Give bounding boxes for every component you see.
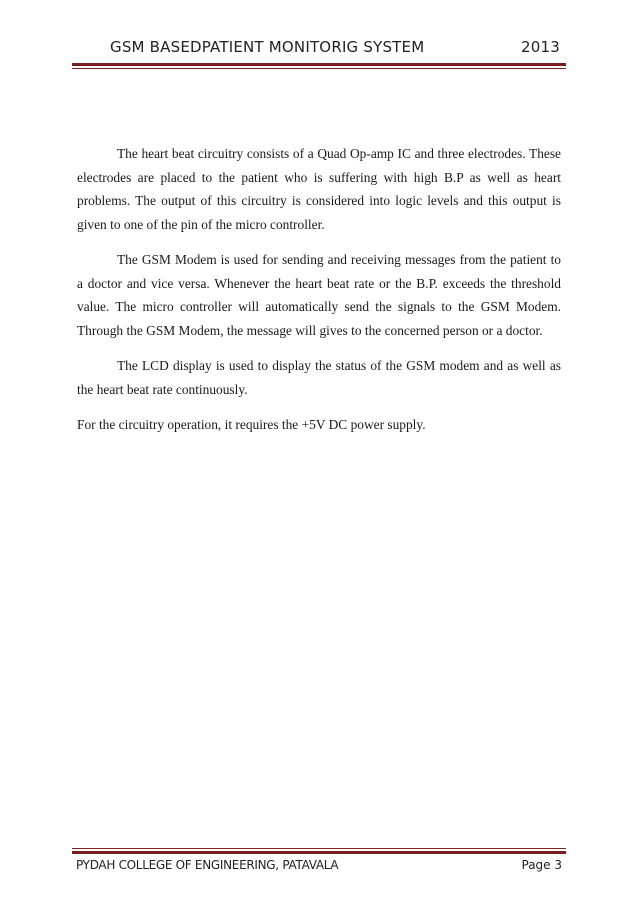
footer-rule-thin <box>72 848 566 849</box>
paragraph-heart-beat: The heart beat circuitry consists of a Quad Op-amp IC and three electrodes. These electrodes are placed to the patient who is suffering with high B.P as well as heart problems. The output of this circuitry is considered into logic levels and this output is given to one of the pin of the micro controller. <box>77 146 561 232</box>
paragraph-lcd-display: The LCD display is used to display the status of the GSM modem and as well as the heart beat rate continuously. <box>77 358 561 397</box>
header-rule-thick <box>72 63 566 66</box>
page-body <box>77 142 561 449</box>
footer-organization: PYDAH COLLEGE OF ENGINEERING, PATAVALA <box>76 858 339 872</box>
header-rule-thin <box>72 68 566 69</box>
page-header <box>72 38 566 60</box>
document-year: 2013 <box>521 38 560 56</box>
page-footer <box>72 858 566 876</box>
paragraph-gsm-modem: The GSM Modem is used for sending and receiving messages from the patient to a doctor and vice versa. Whenever the heart beat rate or the B.P. exceeds the threshold value. The micro controller will automatically send the signals to the GSM Modem. Through the GSM Modem, the message will gives to the concerned person or a doctor. <box>77 252 561 338</box>
paragraph-power-supply: For the circuitry operation, it requires the +5V DC power supply. <box>77 417 426 432</box>
footer-rule-thick <box>72 851 566 854</box>
page-number: Page 3 <box>521 858 562 872</box>
document-title: GSM BASEDPATIENT MONITORIG SYSTEM <box>110 38 425 56</box>
